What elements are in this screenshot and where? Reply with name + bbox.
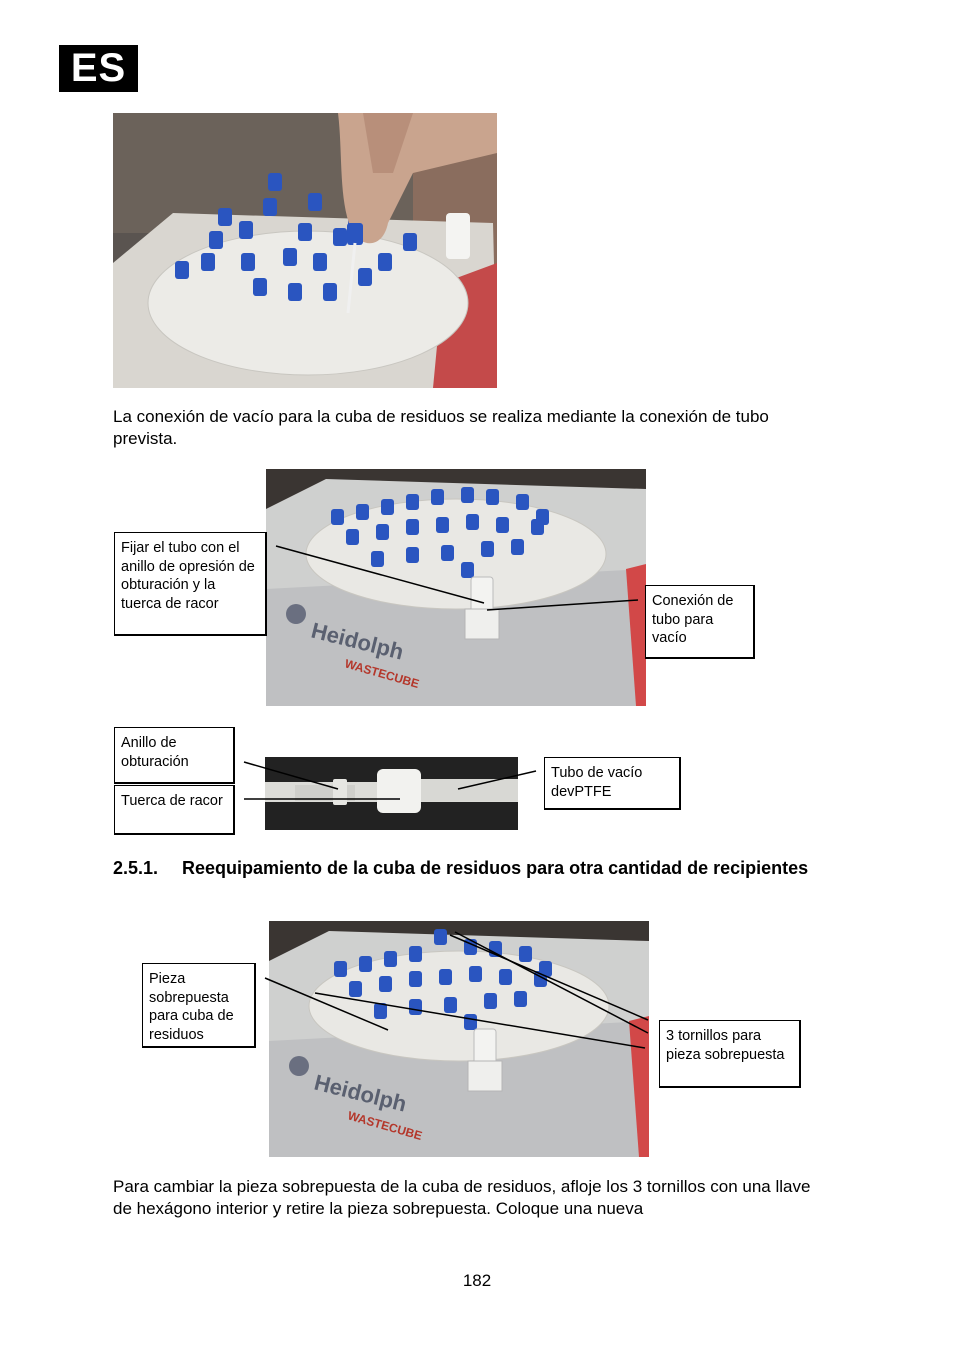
callout-vacuum-tube-connection: Conexión de tubo para vacío [645,585,755,659]
photo-hand-inserting-tube [113,113,497,388]
photo-waste-cube-connection [266,469,646,706]
language-badge: ES [59,45,138,92]
photo-waste-cube-attachment [269,921,649,1157]
callout-fix-tube: Fijar el tubo con el anillo de opresión de obturación y la tuerca de racor [114,532,267,636]
callout-union-nut: Tuerca de racor [114,785,235,835]
callout-three-screws: 3 tornillos para pieza sobrepuesta [659,1020,801,1088]
photo-tube-fitting [265,757,518,830]
callout-vacuum-tube: Tubo de vacío devPTFE [544,757,681,810]
section-number: 2.5.1. [113,858,159,878]
paragraph-vacuum-connection: La conexión de vacío para la cuba de residuos se realiza mediante la conexión de tubo prevista. [113,407,769,448]
product-label: WASTECUBE [346,1108,424,1144]
callout-attachment-piece: Pieza sobrepuesta para cuba de residuos [142,963,256,1048]
paragraph-change-attachment: Para cambiar la pieza sobrepuesta de la cuba de residuos, afloje los 3 tornillos con una llave de hexágono interior y retire la pieza sobrepuesta. Coloque una nueva [113,1177,811,1218]
section-title: Reequipamiento de la cuba de residuos para otra cantidad de recipientes [182,858,809,878]
brand-label: Heidolph [308,617,407,665]
brand-label: Heidolph [311,1069,410,1117]
page-number: 182 [462,1271,492,1290]
product-label: WASTECUBE [343,656,421,692]
callout-sealing-ring: Anillo de obturación [114,727,235,784]
